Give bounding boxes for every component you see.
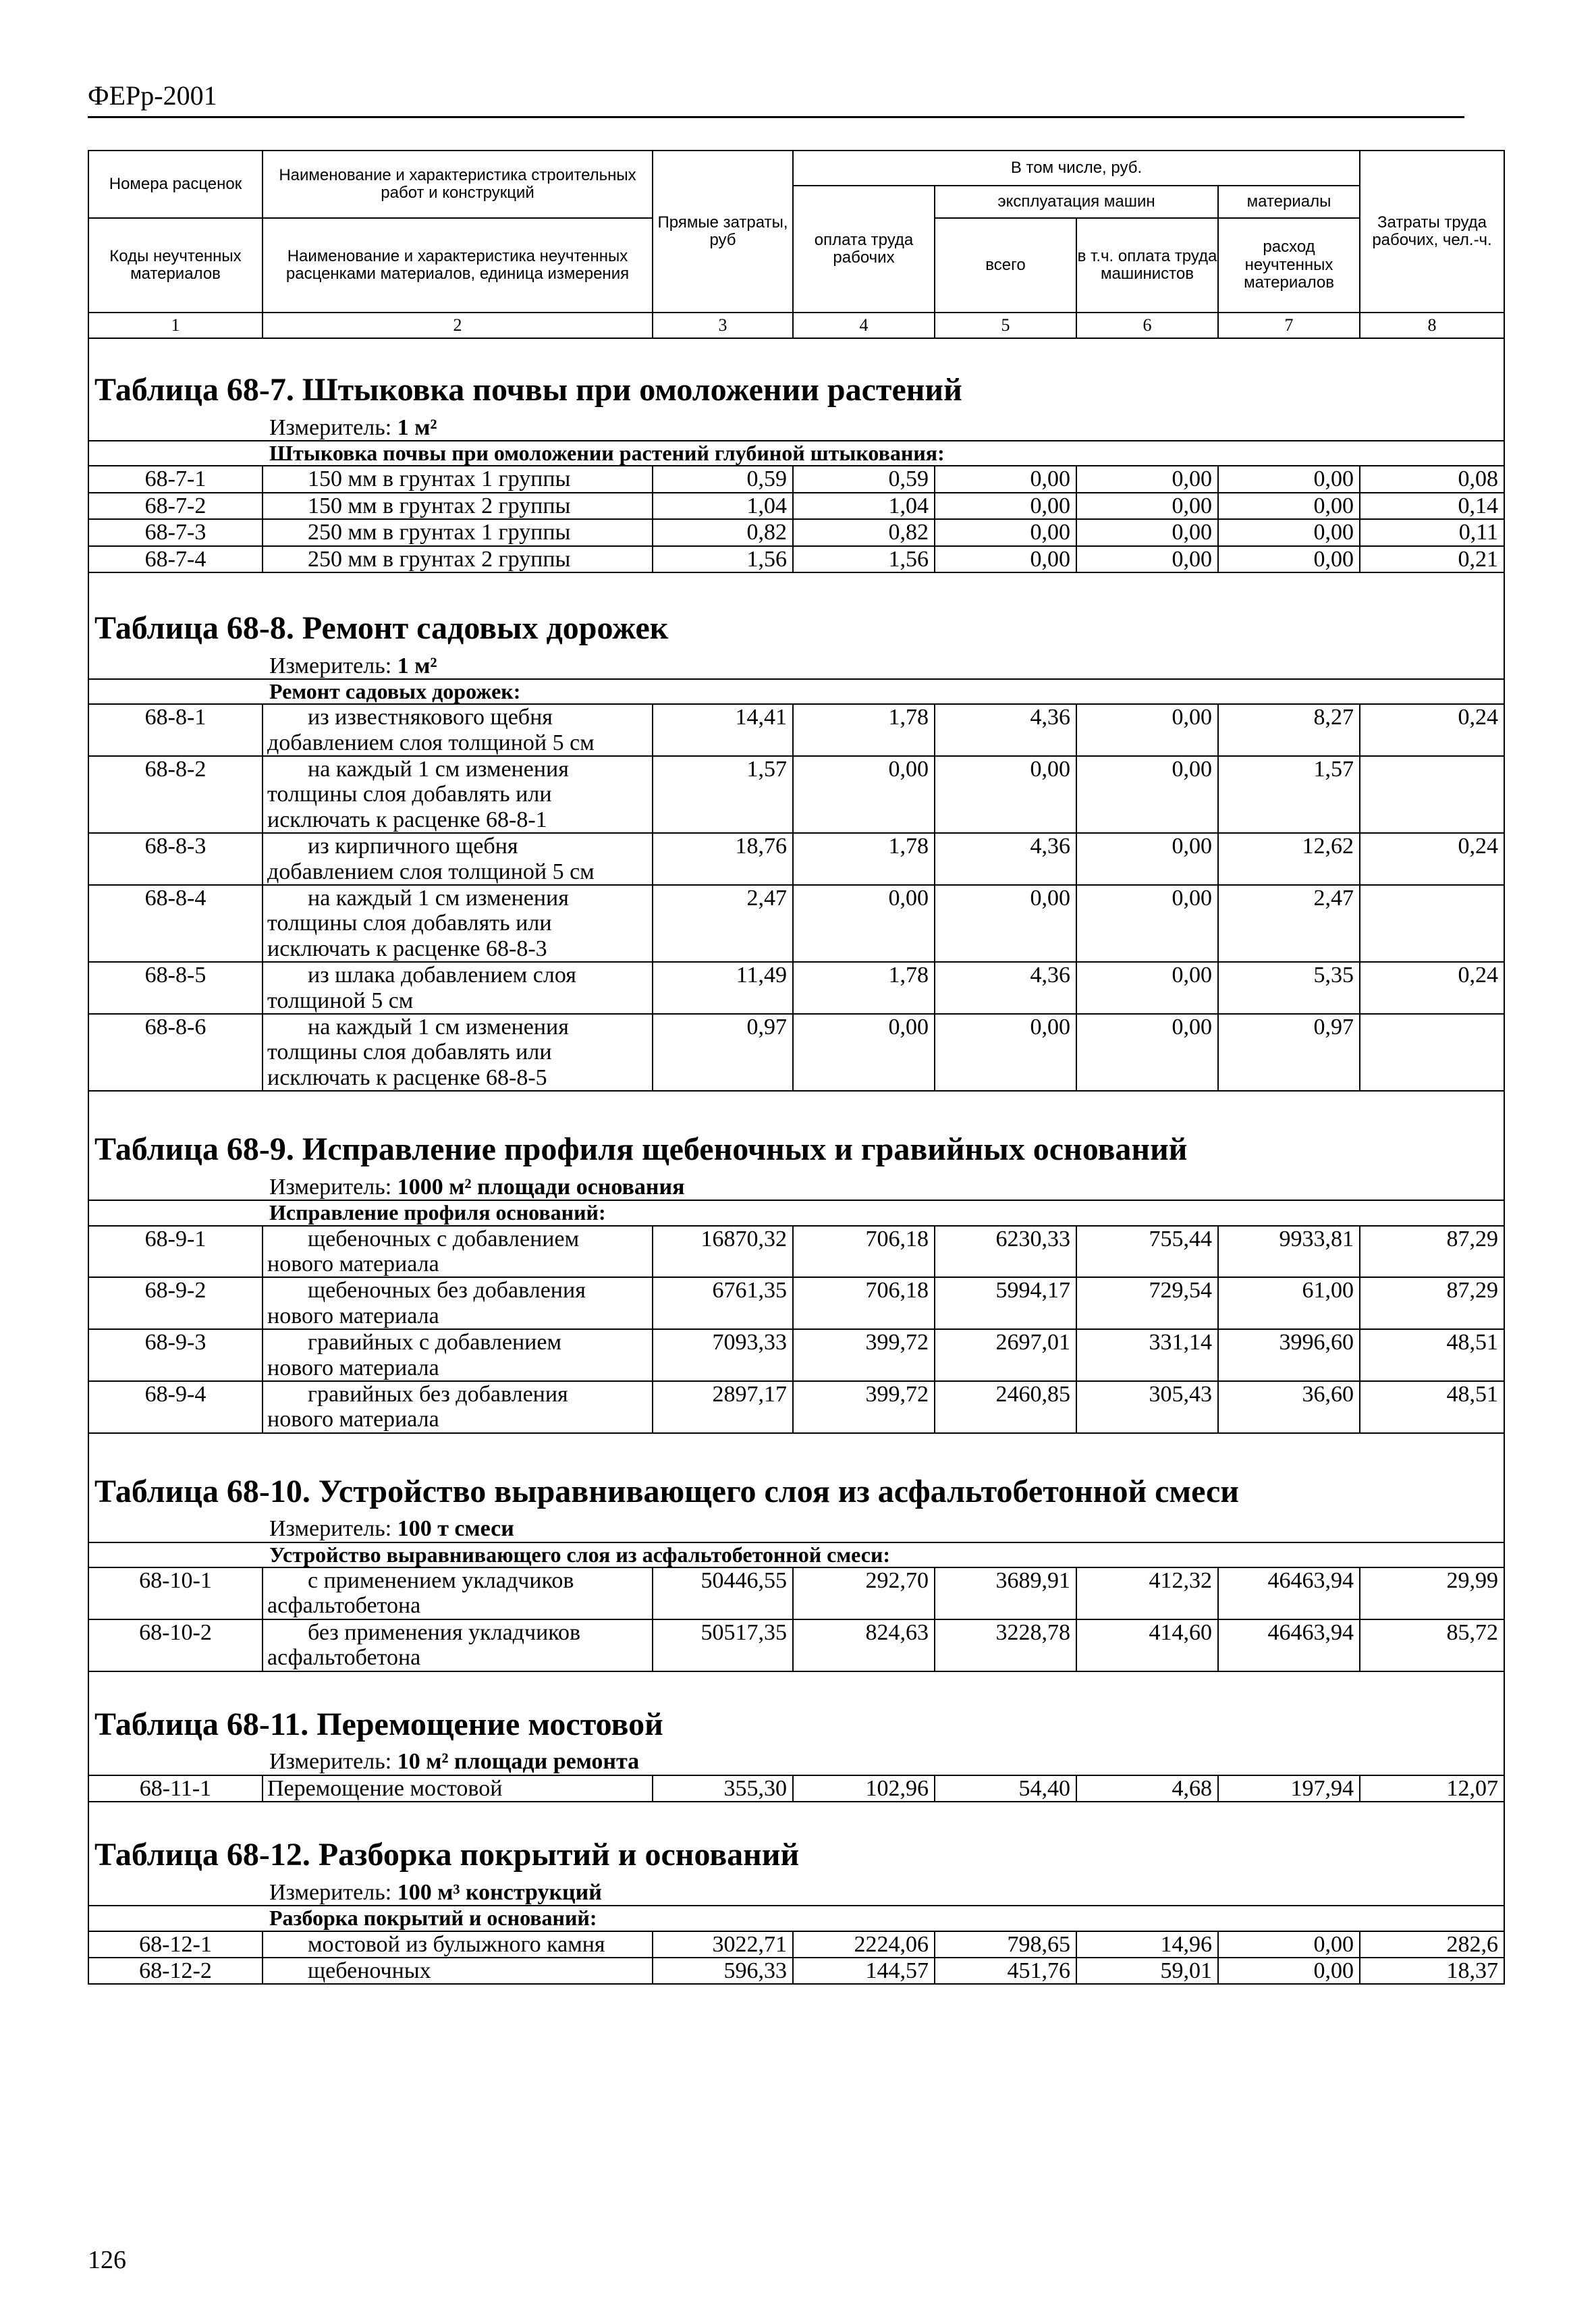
value-c7: 46463,94 — [1218, 1619, 1360, 1671]
value-c8: 12,07 — [1360, 1775, 1504, 1802]
table-title-row — [88, 1699, 1504, 1750]
table-title-row — [88, 603, 1504, 653]
value-c6: 0,00 — [1076, 546, 1218, 572]
table-row — [88, 546, 1504, 572]
rate-code: 68-8-6 — [88, 1014, 263, 1091]
page-number: 126 — [88, 2246, 126, 2274]
value-c6: 0,00 — [1076, 704, 1218, 756]
work-description — [263, 519, 653, 545]
column-number-row — [88, 313, 1504, 338]
value-c8: 18,37 — [1360, 1958, 1504, 1984]
value-c4: 0,00 — [793, 885, 935, 962]
table-row — [88, 756, 1504, 833]
description-line: на каждый 1 см изменения — [308, 886, 569, 911]
value-c3: 596,33 — [653, 1958, 793, 1984]
description-line: исключать к расценке 68-8-5 — [267, 1065, 547, 1090]
value-c7: 36,60 — [1218, 1381, 1360, 1433]
value-c5: 4,36 — [935, 704, 1076, 756]
value-c6: 0,00 — [1076, 466, 1218, 492]
value-c6: 412,32 — [1076, 1567, 1218, 1619]
value-c8: 85,72 — [1360, 1619, 1504, 1671]
value-c5: 2460,85 — [935, 1381, 1076, 1433]
section-row — [88, 1906, 1504, 1931]
table-spacer — [88, 338, 1504, 365]
work-description — [263, 1277, 653, 1329]
value-c3: 355,30 — [653, 1775, 793, 1802]
spacer-cell — [88, 1802, 1504, 1829]
measure-cell — [88, 415, 1504, 441]
description-line: 250 мм в грунтах 1 группы — [308, 520, 571, 545]
section-heading: Исправление профиля оснований: — [88, 1200, 1504, 1225]
value-c8: 0,11 — [1360, 519, 1504, 545]
value-c6: 0,00 — [1076, 833, 1218, 885]
value-c5: 0,00 — [935, 546, 1076, 572]
value-c3: 18,76 — [653, 833, 793, 885]
table-row — [88, 466, 1504, 492]
measure-cell — [88, 653, 1504, 679]
description-line: нового материала — [267, 1303, 439, 1328]
rate-code: 68-9-4 — [88, 1381, 263, 1433]
table-row — [88, 1226, 1504, 1278]
column-number: 1 — [88, 313, 263, 338]
description-line: исключать к расценке 68-8-3 — [267, 936, 547, 961]
value-c8 — [1360, 1014, 1504, 1091]
rate-code: 68-8-3 — [88, 833, 263, 885]
value-c6: 0,00 — [1076, 756, 1218, 833]
table-row — [88, 833, 1504, 885]
work-description — [263, 962, 653, 1014]
description-line: 150 мм в грунтах 2 группы — [308, 493, 571, 518]
description-line: гравийных без добавления — [308, 1381, 568, 1407]
rate-code: 68-12-1 — [88, 1931, 263, 1958]
value-c7: 0,00 — [1218, 493, 1360, 519]
value-c6: 729,54 — [1076, 1277, 1218, 1329]
value-c4: 399,72 — [793, 1381, 935, 1433]
measure-value: 1 м² — [397, 414, 437, 440]
measure-cell — [88, 1880, 1504, 1906]
value-c7: 0,97 — [1218, 1014, 1360, 1091]
section-heading: Устройство выравнивающего слоя из асфальтобетонной смеси: — [88, 1542, 1504, 1567]
section-heading: Разборка покрытий и оснований: — [88, 1906, 1504, 1931]
value-c8: 282,6 — [1360, 1931, 1504, 1958]
measure-label: Измеритель: — [269, 414, 397, 440]
work-description — [263, 1775, 653, 1802]
measure-label: Измеритель: — [269, 1749, 397, 1775]
table-title-row — [88, 1466, 1504, 1517]
value-c7: 197,94 — [1218, 1775, 1360, 1802]
column-number: 6 — [1076, 313, 1218, 338]
measure-row — [88, 415, 1504, 441]
description-line: нового материала — [267, 1251, 439, 1276]
section-row — [88, 679, 1504, 704]
value-c4: 1,78 — [793, 833, 935, 885]
table-row — [88, 519, 1504, 545]
column-number: 2 — [263, 313, 653, 338]
col-header-machines: эксплуатация машин — [935, 186, 1218, 218]
description-line: щебеночных без добавления — [308, 1278, 586, 1303]
table-row — [88, 1277, 1504, 1329]
value-c3: 0,97 — [653, 1014, 793, 1091]
value-c8: 0,24 — [1360, 962, 1504, 1014]
value-c7: 0,00 — [1218, 546, 1360, 572]
value-c8: 0,08 — [1360, 466, 1504, 492]
measure-cell — [88, 1175, 1504, 1200]
rate-code: 68-8-5 — [88, 962, 263, 1014]
work-description — [263, 1567, 653, 1619]
description-line: 150 мм в грунтах 1 группы — [308, 466, 571, 492]
measure-cell — [88, 1516, 1504, 1542]
bottom-rule-cell — [88, 1984, 1504, 1985]
rate-code: 68-12-2 — [88, 1958, 263, 1984]
value-c8: 48,51 — [1360, 1381, 1504, 1433]
table-row — [88, 1567, 1504, 1619]
work-description — [263, 1226, 653, 1278]
table-title: Таблица 68-8. Ремонт садовых дорожек — [88, 603, 1504, 653]
value-c4: 824,63 — [793, 1619, 935, 1671]
description-line: 250 мм в грунтах 2 группы — [308, 546, 571, 572]
table-spacer — [88, 1433, 1504, 1466]
table-spacer — [88, 1091, 1504, 1124]
col-header-labor-pay: оплата труда рабочих — [793, 186, 935, 313]
description-line: асфальтобетона — [267, 1645, 421, 1671]
value-c7: 5,35 — [1218, 962, 1360, 1014]
measure-value: 100 т смеси — [397, 1516, 514, 1542]
description-line: добавлением слоя толщиной 5 см — [267, 730, 595, 755]
value-c5: 3228,78 — [935, 1619, 1076, 1671]
description-line: щебеночных с добавлением — [308, 1226, 580, 1252]
table-row — [88, 1619, 1504, 1671]
table-row — [88, 885, 1504, 962]
table-row — [88, 704, 1504, 756]
section-row — [88, 1542, 1504, 1567]
description-line: без применения укладчиков — [308, 1619, 581, 1645]
value-c4: 0,00 — [793, 756, 935, 833]
measure-row — [88, 1880, 1504, 1906]
value-c6: 0,00 — [1076, 885, 1218, 962]
measure-value: 100 м³ конструкций — [397, 1879, 602, 1905]
table-title-row — [88, 1124, 1504, 1175]
description-line: из кирпичного щебня — [308, 834, 518, 859]
col-header-machines-total: всего — [935, 218, 1076, 313]
value-c5: 0,00 — [935, 756, 1076, 833]
value-c5: 6230,33 — [935, 1226, 1076, 1278]
section-row — [88, 441, 1504, 466]
measure-value: 10 м² площади ремонта — [397, 1749, 640, 1775]
description-line: на каждый 1 см изменения — [308, 1015, 569, 1040]
work-description — [263, 756, 653, 833]
value-c3: 1,56 — [653, 546, 793, 572]
value-c5: 4,36 — [935, 833, 1076, 885]
description-line: добавлением слоя толщиной 5 см — [267, 859, 595, 884]
description-line: нового материала — [267, 1407, 439, 1432]
value-c5: 0,00 — [935, 493, 1076, 519]
table-row — [88, 1329, 1504, 1381]
work-description — [263, 1619, 653, 1671]
value-c6: 4,68 — [1076, 1775, 1218, 1802]
table-title: Таблица 68-9. Исправление профиля щебеночных и гравийных оснований — [88, 1124, 1504, 1175]
description-line: толщины слоя добавлять или — [267, 782, 552, 807]
section-heading: Ремонт садовых дорожек: — [88, 679, 1504, 704]
value-c3: 7093,33 — [653, 1329, 793, 1381]
value-c7: 12,62 — [1218, 833, 1360, 885]
work-description — [263, 546, 653, 572]
value-c7: 2,47 — [1218, 885, 1360, 962]
header-rule — [88, 116, 1464, 118]
value-c4: 144,57 — [793, 1958, 935, 1984]
table-row — [88, 1381, 1504, 1433]
work-description — [263, 1381, 653, 1433]
table-row — [88, 1931, 1504, 1958]
value-c6: 305,43 — [1076, 1381, 1218, 1433]
value-c4: 102,96 — [793, 1775, 935, 1802]
work-description — [263, 704, 653, 756]
table-row — [88, 1958, 1504, 1984]
work-description — [263, 1329, 653, 1381]
value-c3: 16870,32 — [653, 1226, 793, 1278]
value-c8: 0,24 — [1360, 704, 1504, 756]
value-c3: 6761,35 — [653, 1277, 793, 1329]
value-c3: 2,47 — [653, 885, 793, 962]
rate-code: 68-7-1 — [88, 466, 263, 492]
value-c4: 292,70 — [793, 1567, 935, 1619]
measure-row — [88, 653, 1504, 679]
measure-label: Измеритель: — [269, 1879, 397, 1905]
value-c7: 0,00 — [1218, 1931, 1360, 1958]
value-c4: 1,78 — [793, 962, 935, 1014]
rate-code: 68-7-2 — [88, 493, 263, 519]
rate-code: 68-9-2 — [88, 1277, 263, 1329]
value-c4: 2224,06 — [793, 1931, 935, 1958]
value-c5: 2697,01 — [935, 1329, 1076, 1381]
value-c5: 5994,17 — [935, 1277, 1076, 1329]
rate-code: 68-8-1 — [88, 704, 263, 756]
value-c8: 0,14 — [1360, 493, 1504, 519]
spacer-cell — [88, 1433, 1504, 1466]
table-row — [88, 1775, 1504, 1802]
table-title: Таблица 68-10. Устройство выравнивающего слоя из асфальтобетонной смеси — [88, 1466, 1504, 1517]
rate-code: 68-10-1 — [88, 1567, 263, 1619]
value-c7: 1,57 — [1218, 756, 1360, 833]
value-c3: 14,41 — [653, 704, 793, 756]
value-c3: 0,59 — [653, 466, 793, 492]
value-c4: 1,78 — [793, 704, 935, 756]
table-title: Таблица 68-11. Перемощение мостовой — [88, 1699, 1504, 1750]
value-c8 — [1360, 885, 1504, 962]
description-line: Перемощение мостовой — [267, 1775, 503, 1801]
rate-code: 68-7-4 — [88, 546, 263, 572]
col-header-including: В том числе, руб. — [793, 151, 1360, 186]
column-number: 5 — [935, 313, 1076, 338]
col-header-material-codes: Коды неучтенных материалов — [88, 218, 263, 313]
value-c3: 11,49 — [653, 962, 793, 1014]
measure-label: Измеритель: — [269, 1516, 397, 1542]
value-c5: 0,00 — [935, 885, 1076, 962]
value-c7: 0,00 — [1218, 466, 1360, 492]
value-c3: 50446,55 — [653, 1567, 793, 1619]
description-line: с применением укладчиков — [308, 1568, 574, 1594]
table-title-row — [88, 1829, 1504, 1880]
rate-code: 68-8-2 — [88, 756, 263, 833]
column-number: 7 — [1218, 313, 1360, 338]
work-description — [263, 1958, 653, 1984]
value-c8: 87,29 — [1360, 1226, 1504, 1278]
description-line: из шлака добавлением слоя — [308, 963, 576, 988]
table-row — [88, 1014, 1504, 1091]
value-c5: 4,36 — [935, 962, 1076, 1014]
measure-value: 1000 м² площади основания — [397, 1174, 685, 1200]
description-line: нового материала — [267, 1355, 439, 1380]
rate-code: 68-11-1 — [88, 1775, 263, 1802]
rate-code: 68-7-3 — [88, 519, 263, 545]
work-description — [263, 1014, 653, 1091]
value-c6: 0,00 — [1076, 1014, 1218, 1091]
spacer-cell — [88, 338, 1504, 365]
value-c6: 755,44 — [1076, 1226, 1218, 1278]
col-header-codes: Номера расценок — [88, 151, 263, 218]
measure-value: 1 м² — [397, 653, 437, 678]
measure-label: Измеритель: — [269, 653, 397, 678]
description-line: щебеночных — [308, 1958, 431, 1983]
value-c6: 0,00 — [1076, 962, 1218, 1014]
value-c4: 0,82 — [793, 519, 935, 545]
table-row — [88, 493, 1504, 519]
col-header-machinist-pay: в т.ч. оплата труда машинистов — [1076, 218, 1218, 313]
section-heading: Штыковка почвы при омоложении растений глубиной штыкования: — [88, 441, 1504, 466]
col-header-material-name: Наименование и характеристика неучтенных расценками материалов, единица измерения — [263, 218, 653, 313]
value-c5: 0,00 — [935, 519, 1076, 545]
spacer-cell — [88, 572, 1504, 603]
value-c5: 54,40 — [935, 1775, 1076, 1802]
table-title: Таблица 68-12. Разборка покрытий и оснований — [88, 1829, 1504, 1880]
description-line: из известнякового щебня — [308, 705, 553, 730]
section-row — [88, 1200, 1504, 1225]
measure-cell — [88, 1749, 1504, 1775]
column-number: 4 — [793, 313, 935, 338]
description-line: толщины слоя добавлять или — [267, 911, 552, 936]
col-header-labor-hours: Затраты труда рабочих, чел.-ч. — [1360, 151, 1504, 313]
table-bottom-rule — [88, 1984, 1504, 1985]
value-c7: 0,00 — [1218, 519, 1360, 545]
col-header-work-name: Наименование и характеристика строительных работ и конструкций — [263, 151, 653, 218]
value-c7: 3996,60 — [1218, 1329, 1360, 1381]
value-c8: 0,24 — [1360, 833, 1504, 885]
value-c7: 61,00 — [1218, 1277, 1360, 1329]
value-c8 — [1360, 756, 1504, 833]
spacer-cell — [88, 1671, 1504, 1699]
work-description — [263, 493, 653, 519]
description-line: на каждый 1 см изменения — [308, 757, 569, 782]
value-c6: 14,96 — [1076, 1931, 1218, 1958]
value-c4: 706,18 — [793, 1226, 935, 1278]
rates-table — [88, 150, 1505, 1985]
table-row — [88, 962, 1504, 1014]
rate-code: 68-9-3 — [88, 1329, 263, 1381]
value-c5: 451,76 — [935, 1958, 1076, 1984]
value-c5: 3689,91 — [935, 1567, 1076, 1619]
value-c8: 87,29 — [1360, 1277, 1504, 1329]
value-c7: 9933,81 — [1218, 1226, 1360, 1278]
value-c6: 414,60 — [1076, 1619, 1218, 1671]
value-c4: 706,18 — [793, 1277, 935, 1329]
measure-row — [88, 1516, 1504, 1542]
value-c4: 1,04 — [793, 493, 935, 519]
value-c6: 59,01 — [1076, 1958, 1218, 1984]
col-header-direct-costs: Прямые затраты, руб — [653, 151, 793, 313]
value-c8: 0,21 — [1360, 546, 1504, 572]
description-line: толщины слоя добавлять или — [267, 1040, 552, 1065]
value-c7: 8,27 — [1218, 704, 1360, 756]
table-spacer — [88, 1671, 1504, 1699]
rate-code: 68-8-4 — [88, 885, 263, 962]
description-line: гравийных с добавлением — [308, 1330, 561, 1355]
col-header-material-use: расход неучтенных материалов — [1218, 218, 1360, 313]
value-c7: 0,00 — [1218, 1958, 1360, 1984]
column-number: 3 — [653, 313, 793, 338]
value-c7: 46463,94 — [1218, 1567, 1360, 1619]
value-c4: 0,59 — [793, 466, 935, 492]
table-spacer — [88, 572, 1504, 603]
document-header: ФЕРр-2001 — [88, 80, 217, 111]
work-description — [263, 885, 653, 962]
rate-code: 68-10-2 — [88, 1619, 263, 1671]
value-c5: 0,00 — [935, 466, 1076, 492]
description-line: толщиной 5 см — [267, 988, 414, 1013]
value-c3: 50517,35 — [653, 1619, 793, 1671]
col-header-materials: материалы — [1218, 186, 1360, 218]
value-c6: 0,00 — [1076, 519, 1218, 545]
value-c4: 1,56 — [793, 546, 935, 572]
value-c3: 1,04 — [653, 493, 793, 519]
rates-sheet — [88, 150, 1504, 1985]
value-c4: 399,72 — [793, 1329, 935, 1381]
description-line: асфальтобетона — [267, 1593, 421, 1619]
value-c6: 0,00 — [1076, 493, 1218, 519]
value-c5: 0,00 — [935, 1014, 1076, 1091]
value-c3: 0,82 — [653, 519, 793, 545]
work-description — [263, 833, 653, 885]
spacer-cell — [88, 1091, 1504, 1124]
work-description — [263, 466, 653, 492]
description-line: мостовой из булыжного камня — [308, 1931, 605, 1957]
value-c8: 48,51 — [1360, 1329, 1504, 1381]
work-description — [263, 1931, 653, 1958]
value-c5: 798,65 — [935, 1931, 1076, 1958]
value-c3: 3022,71 — [653, 1931, 793, 1958]
description-line: исключать к расценке 68-8-1 — [267, 807, 547, 832]
table-title-row — [88, 365, 1504, 415]
value-c3: 1,57 — [653, 756, 793, 833]
measure-row — [88, 1749, 1504, 1775]
column-number: 8 — [1360, 313, 1504, 338]
value-c4: 0,00 — [793, 1014, 935, 1091]
table-title: Таблица 68-7. Штыковка почвы при омоложении растений — [88, 365, 1504, 415]
rate-code: 68-9-1 — [88, 1226, 263, 1278]
value-c8: 29,99 — [1360, 1567, 1504, 1619]
measure-label: Измеритель: — [269, 1174, 397, 1200]
table-spacer — [88, 1802, 1504, 1829]
value-c6: 331,14 — [1076, 1329, 1218, 1381]
measure-row — [88, 1175, 1504, 1200]
value-c3: 2897,17 — [653, 1381, 793, 1433]
